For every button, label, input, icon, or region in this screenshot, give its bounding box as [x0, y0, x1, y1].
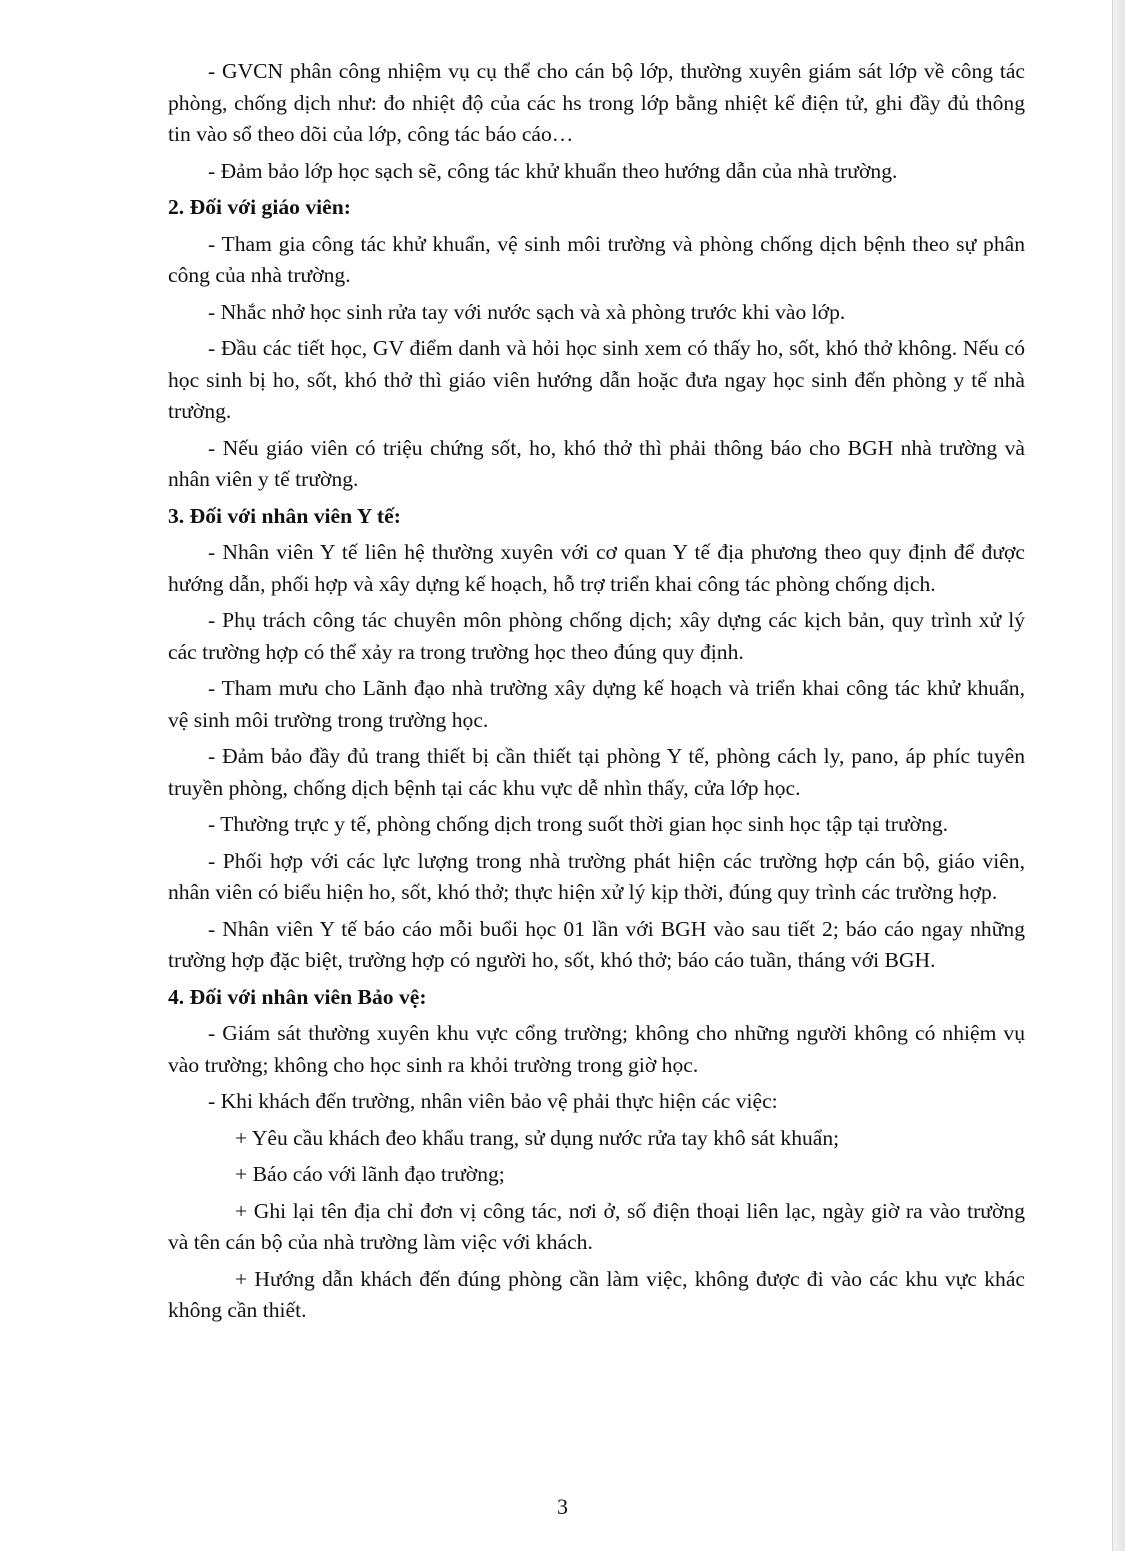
paragraph: - Tham gia công tác khử khuẩn, vệ sinh môi trường và phòng chống dịch bệnh theo sự phân công của nhà trường.: [168, 231, 1025, 287]
paragraph: - Đầu các tiết học, GV điểm danh và hỏi học sinh xem có thấy ho, sốt, khó thở không. Nếu có học sinh bị ho, sốt, khó thở thì giáo viên hướng dẫn hoặc đưa ngay học sinh đến phòng y tế nhà trường.: [168, 336, 1025, 423]
sub-item: + Yêu cầu khách đeo khẩu trang, sử dụng nước rửa tay khô sát khuẩn;: [235, 1125, 840, 1150]
page-edge-shadow: [1112, 0, 1125, 1551]
paragraph: - Nhắc nhở học sinh rửa tay với nước sạch và xà phòng trước khi vào lớp.: [208, 299, 846, 324]
sub-item: + Báo cáo với lãnh đạo trường;: [235, 1162, 505, 1186]
paragraph: - Phụ trách công tác chuyên môn phòng chống dịch; xây dựng các kịch bản, quy trình xử lý các trường hợp có thể xảy ra trong trường học theo đúng quy định.: [168, 608, 1025, 664]
paragraph: - GVCN phân công nhiệm vụ cụ thể cho cán bộ lớp, thường xuyên giám sát lớp về công tác phòng, chống dịch như: đo nhiệt độ của các hs trong lớp bằng nhiệt kế điện tử, ghi đầy đủ thông tin vào sổ theo dõi của lớp, công tác báo cáo…: [168, 59, 1025, 146]
section-heading: 3. Đối với nhân viên Y tế:: [168, 503, 401, 528]
sub-item: + Ghi lại tên địa chỉ đơn vị công tác, nơi ở, số điện thoại liên lạc, ngày giờ ra vào trường và tên cán bộ của nhà trường làm việc với khách.: [168, 1198, 1025, 1254]
page-number: 3: [557, 1494, 568, 1519]
paragraph: - Tham mưu cho Lãnh đạo nhà trường xây dựng kế hoạch và triển khai công tác khử khuẩn, vệ sinh môi trường trong trường học.: [168, 676, 1025, 732]
document-page: [168, 56, 1025, 1332]
paragraph: - Phối hợp với các lực lượng trong nhà trường phát hiện các trường hợp cán bộ, giáo viên, nhân viên có biểu hiện ho, sốt, khó thở; thực hiện xử lý kịp thời, đúng quy trình các trường hợp.: [168, 848, 1025, 904]
sub-item: + Hướng dẫn khách đến đúng phòng cần làm việc, không được đi vào các khu vực khác không cần thiết.: [168, 1266, 1025, 1322]
section-heading: 4. Đối với nhân viên Bảo vệ:: [168, 984, 427, 1009]
paragraph: - Giám sát thường xuyên khu vực cổng trường; không cho những người không có nhiệm vụ vào trường; không cho học sinh ra khỏi trường trong giờ học.: [168, 1021, 1025, 1077]
paragraph: - Khi khách đến trường, nhân viên bảo vệ phải thực hiện các việc:: [208, 1089, 778, 1113]
paragraph: - Thường trực y tế, phòng chống dịch trong suốt thời gian học sinh học tập tại trường.: [208, 812, 949, 836]
paragraph: - Nếu giáo viên có triệu chứng sốt, ho, khó thở thì phải thông báo cho BGH nhà trường và nhân viên y tế trường.: [168, 435, 1025, 491]
paragraph: - Nhân viên Y tế liên hệ thường xuyên với cơ quan Y tế địa phương theo quy định để được hướng dẫn, phối hợp và xây dựng kế hoạch, hỗ trợ triển khai công tác phòng chống dịch.: [168, 540, 1025, 596]
paragraph: - Đảm bảo lớp học sạch sẽ, công tác khử khuẩn theo hướng dẫn của nhà trường.: [208, 158, 898, 183]
paragraph: - Đảm bảo đầy đủ trang thiết bị cần thiết tại phòng Y tế, phòng cách ly, pano, áp phíc tuyên truyền phòng, chống dịch bệnh tại các khu vực dễ nhìn thấy, cửa lớp học.: [168, 744, 1025, 800]
section-heading: 2. Đối với giáo viên:: [168, 195, 351, 219]
paragraph: - Nhân viên Y tế báo cáo mỗi buổi học 01 lần với BGH vào sau tiết 2; báo cáo ngay những trường hợp đặc biệt, trường hợp có người ho, sốt, khó thở; báo cáo tuần, tháng với BGH.: [168, 916, 1025, 972]
